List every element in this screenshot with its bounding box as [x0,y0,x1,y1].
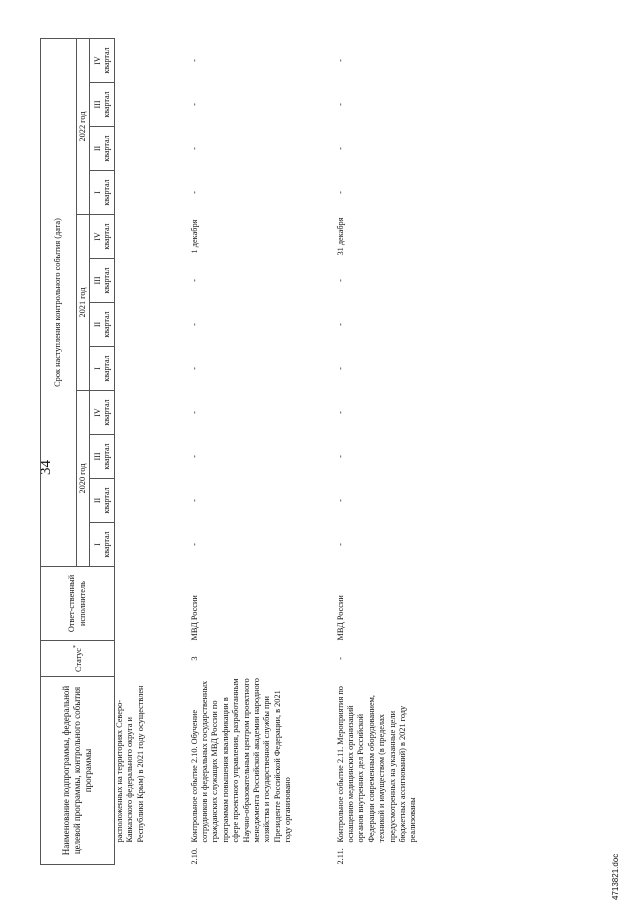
event-cell [336,677,477,865]
header-quarter-word: квартал [102,267,111,294]
header-quarter-word: квартал [102,443,111,470]
header-quarter [90,83,115,127]
header-quarter-word: квартал [102,531,111,558]
event-text: расположенных на территориях Северо-Кавказского федерального округа и Республики Крым) в 2021 году осуществлен [115,685,145,843]
header-year-2022: 2022 год [77,39,90,215]
header-quarter [90,347,115,391]
quarter-cell [115,39,190,83]
header-quarter-word: квартал [102,91,111,118]
quarter-cell: - [335,499,345,502]
quarter-cell: - [335,279,345,282]
quarter-cell: - [335,147,345,150]
quarter-cell: - [189,499,199,502]
footer-doc-id: 4713821.doc [611,853,620,900]
header-quarter-roman: IV [93,232,102,241]
header-quarter-roman: III [93,276,102,285]
quarter-cell [115,171,190,215]
header-quarter [90,127,115,171]
event-number: 2.11. [335,848,345,865]
header-quarter [90,303,115,347]
event-text: Контрольное событие 2.10. Обучение сотрудников и федеральных государственных гражданских служащих МВД России по программам повышения квалификации в сфере проектного управления, разработанным Научно-образовательным центром проектного менеджмента Российской академии народного хозяйства и государственной службы при Президенте Российской Федерации, в 2021 году организовано [189,678,293,843]
header-quarter [90,479,115,523]
quarter-cell: - [189,191,199,194]
header-quarter [90,435,115,479]
table-row [115,39,190,865]
quarter-cell: - [335,367,345,370]
header-quarter-word: квартал [102,135,111,162]
executor-cell: МВД России [335,595,345,641]
header-quarter-roman: III [93,452,102,461]
quarter-cell: - [335,103,345,106]
quarter-cell: - [335,59,345,62]
header-quarter [90,391,115,435]
header-quarter-word: квартал [102,399,111,426]
event-cell [190,677,336,865]
executor-cell: МВД России [189,595,199,641]
quarter-cell [115,435,190,479]
quarter-cell: - [189,411,199,414]
quarter-cell: - [335,323,345,326]
quarter-cell: - [189,147,199,150]
header-quarter-roman: II [93,497,102,504]
date-cell: 1 декабря [189,219,199,254]
status-cell [115,641,190,677]
quarter-cell [115,391,190,435]
quarter-cell [115,83,190,127]
quarter-cell [115,479,190,523]
status-cell: - [335,657,345,660]
table-header [41,39,115,865]
header-quarter-roman: IV [93,56,102,65]
control-events-table [40,38,477,865]
header-quarter-word: квартал [102,487,111,514]
event-number: 2.10. [189,847,199,865]
event-text: Контрольное событие 2.11. Мероприятия по оснащению медицинских организаций органов внутренних дел Российской Федерации современным оборудованием, техникой и имуществом (в пределах предусмотренных на указанные цели бюджетных ассигнований) в 2021 году реализованы [335,686,418,843]
table-row [190,39,336,865]
quarter-cell [115,303,190,347]
quarter-cell: - [189,59,199,62]
quarter-cell [115,523,190,567]
header-quarter [90,523,115,567]
header-quarter-word: квартал [102,355,111,382]
header-status: Статус* [41,641,115,677]
date-cell: 31 декабря [335,217,345,256]
header-quarter-roman: III [93,100,102,109]
header-quarter [90,215,115,259]
quarter-cell [115,127,190,171]
quarter-cell: - [335,543,345,546]
header-quarter-word: квартал [102,179,111,206]
header-quarter [90,171,115,215]
quarter-cell [115,259,190,303]
table-row [336,39,477,865]
header-quarter [90,39,115,83]
header-quarter-roman: II [93,145,102,152]
header-quarter-roman: I [93,543,102,546]
quarter-cell: - [335,191,345,194]
quarter-cell: - [189,455,199,458]
header-quarter-word: квартал [102,223,111,250]
quarter-cell: - [335,455,345,458]
quarter-cell: - [189,103,199,106]
quarter-cell: - [189,543,199,546]
page-number: 34 [38,460,54,475]
executor-cell [115,567,190,641]
header-year-2021: 2021 год [77,215,90,391]
header-quarter-word: квартал [102,47,111,74]
header-term: Срок наступления контрольного события (дата) [41,39,77,567]
quarter-cell: - [189,367,199,370]
quarter-cell: - [335,411,345,414]
status-cell: 3 [189,656,199,661]
header-quarter-roman: I [93,367,102,370]
table-body [115,39,477,865]
header-quarter-roman: II [93,321,102,328]
header-quarter-word: квартал [102,311,111,338]
quarter-cell [115,215,190,259]
header-quarter-roman: IV [93,408,102,417]
header-year-2020: 2020 год [77,391,90,567]
event-cell [115,677,190,865]
quarter-cell [115,347,190,391]
header-quarter-roman: I [93,191,102,194]
header-executor: Ответ-ственный исполнитель [41,567,115,641]
quarter-cell: - [189,323,199,326]
header-name: Наименование подпрограммы, федеральной целевой программы, контрольного события программы [41,677,115,865]
header-quarter [90,259,115,303]
quarter-cell: - [189,279,199,282]
